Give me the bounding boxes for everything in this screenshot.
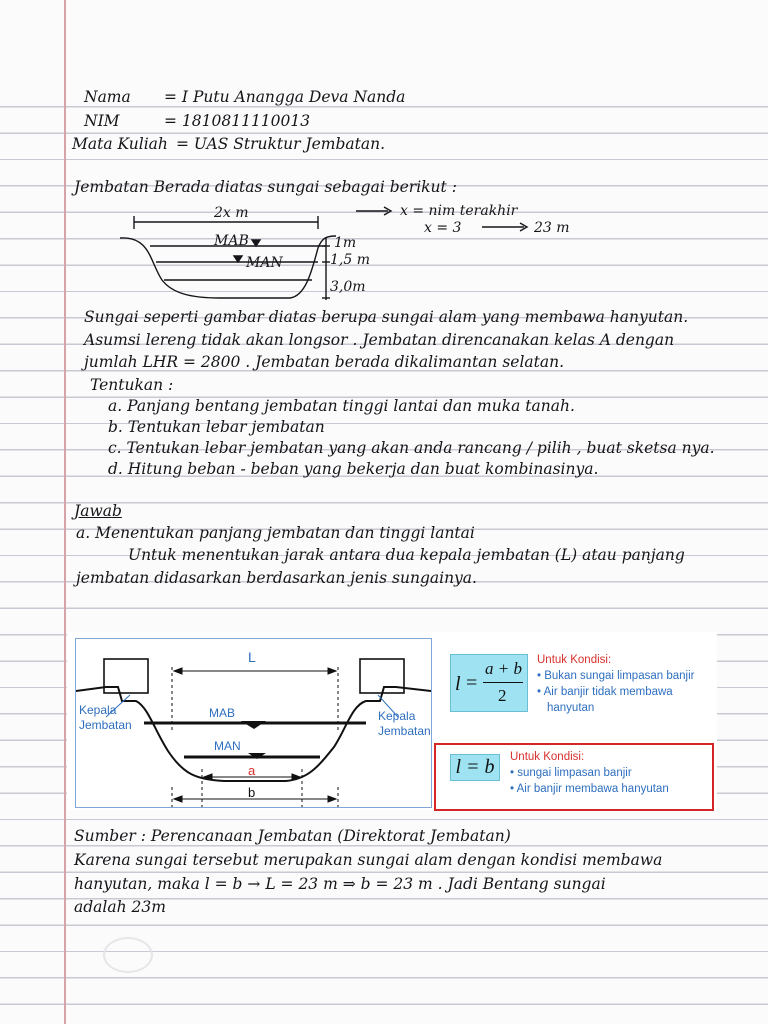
note-nim: x = nim terakhir <box>400 203 518 219</box>
formula1-numerator: a + b <box>485 659 522 678</box>
task-d: d. Hitung beban - beban yang bekerja dan buat kombinasinya. <box>108 460 599 478</box>
nama-label: Nama <box>84 88 131 106</box>
formula1-denominator: 2 <box>498 686 507 705</box>
source-line: Sumber : Perencanaan Jembatan (Direktorat Jembatan) <box>74 827 511 845</box>
label-mab: MAB <box>209 706 236 720</box>
matkul-value: = UAS Struktur Jembatan. <box>176 135 386 153</box>
formula1-l: l <box>455 673 461 695</box>
label-kepala-right-2: Jembatan <box>378 724 431 738</box>
task-b: b. Tentukan lebar jembatan <box>108 418 325 436</box>
label-man: MAN <box>214 739 241 753</box>
conclusion-line-2: hanyutan, maka l = b → L = 23 m ⇒ b = 23 m . Jadi Bentang sungai <box>74 875 606 893</box>
task-c: c. Tentukan lebar jembatan yang akan anda rancang / pilih , buat sketsa nya. <box>108 439 715 457</box>
answer-paragraph-1: Untuk menentukan jarak antara dua kepala jembatan (L) atau panjang <box>128 546 685 564</box>
formula-equal-box <box>434 743 714 811</box>
fraction-bar <box>483 682 523 683</box>
cond1-bullet-1: • Bukan sungai limpasan banjir <box>537 670 695 682</box>
label-kepala-right-1: Kepala <box>378 709 416 723</box>
problem-line-1: Sungai seperti gambar diatas berupa sungai alam yang membawa hanyutan. <box>84 308 689 326</box>
mab-label: MAB <box>214 233 249 249</box>
answer-a-title: a. Menentukan panjang jembatan dan tinggi lantai <box>76 524 475 542</box>
cond2-bullet-1: • sungai limpasan banjir <box>510 767 632 779</box>
formula-equal: l = b <box>450 754 500 781</box>
cond1-bullet-2: • Air banjir tidak membawa <box>537 686 673 698</box>
conclusion-line-3: adalah 23m <box>74 898 166 916</box>
nim-value: = 1810811110013 <box>164 112 311 130</box>
task-a: a. Panjang bentang jembatan tinggi lantai dan muka tanah. <box>108 397 575 415</box>
tentukan-label: Tentukan : <box>90 376 174 394</box>
label-a: a <box>248 763 256 778</box>
intro-text: Jembatan Berada diatas sungai sebagai berikut : <box>74 178 457 196</box>
man-label: MAN <box>246 255 283 271</box>
problem-line-2: Asumsi lereng tidak akan longsor . Jembatan direncanakan kelas A dengan <box>84 331 675 349</box>
label-kepala-left-1: Kepala <box>79 703 117 717</box>
cond2-bullet-2: • Air banjir membawa hanyutan <box>510 783 669 795</box>
label-L: L <box>248 649 256 665</box>
matkul-label: Mata Kuliah <box>72 135 168 153</box>
nim-label: NIM <box>84 112 120 130</box>
height-3m: 3,0m <box>330 279 366 295</box>
problem-line-3: jumlah LHR = 2800 . Jembatan berada dikalimantan selatan. <box>84 353 565 371</box>
river-sketch <box>0 0 768 320</box>
formula1-eq: = <box>466 672 478 694</box>
note-x: x = 3 <box>424 220 462 236</box>
reference-figure <box>67 632 717 810</box>
cond1-title: Untuk Kondisi: <box>537 654 612 666</box>
nama-value: = I Putu Anangga Deva Nanda <box>164 88 406 106</box>
cond1-bullet-2-cont: hanyutan <box>547 702 595 714</box>
formula-average <box>450 654 528 712</box>
label-b: b <box>248 785 256 800</box>
height-1-5m: 1,5 m <box>330 252 370 268</box>
bridge-cross-section-box <box>75 638 432 808</box>
answer-title: Jawab <box>74 502 122 520</box>
width-label: 2x m <box>214 205 249 221</box>
answer-paragraph-2: jembatan didasarkan berdasarkan jenis sungainya. <box>76 569 477 587</box>
label-kepala-left-2: Jembatan <box>79 718 132 732</box>
cond2-title: Untuk Kondisi: <box>510 751 585 763</box>
faint-stamp <box>103 937 153 973</box>
height-1m: 1m <box>334 235 357 251</box>
note-result: 23 m <box>534 220 570 236</box>
conclusion-line-1: Karena sungai tersebut merupakan sungai alam dengan kondisi membawa <box>74 851 663 869</box>
